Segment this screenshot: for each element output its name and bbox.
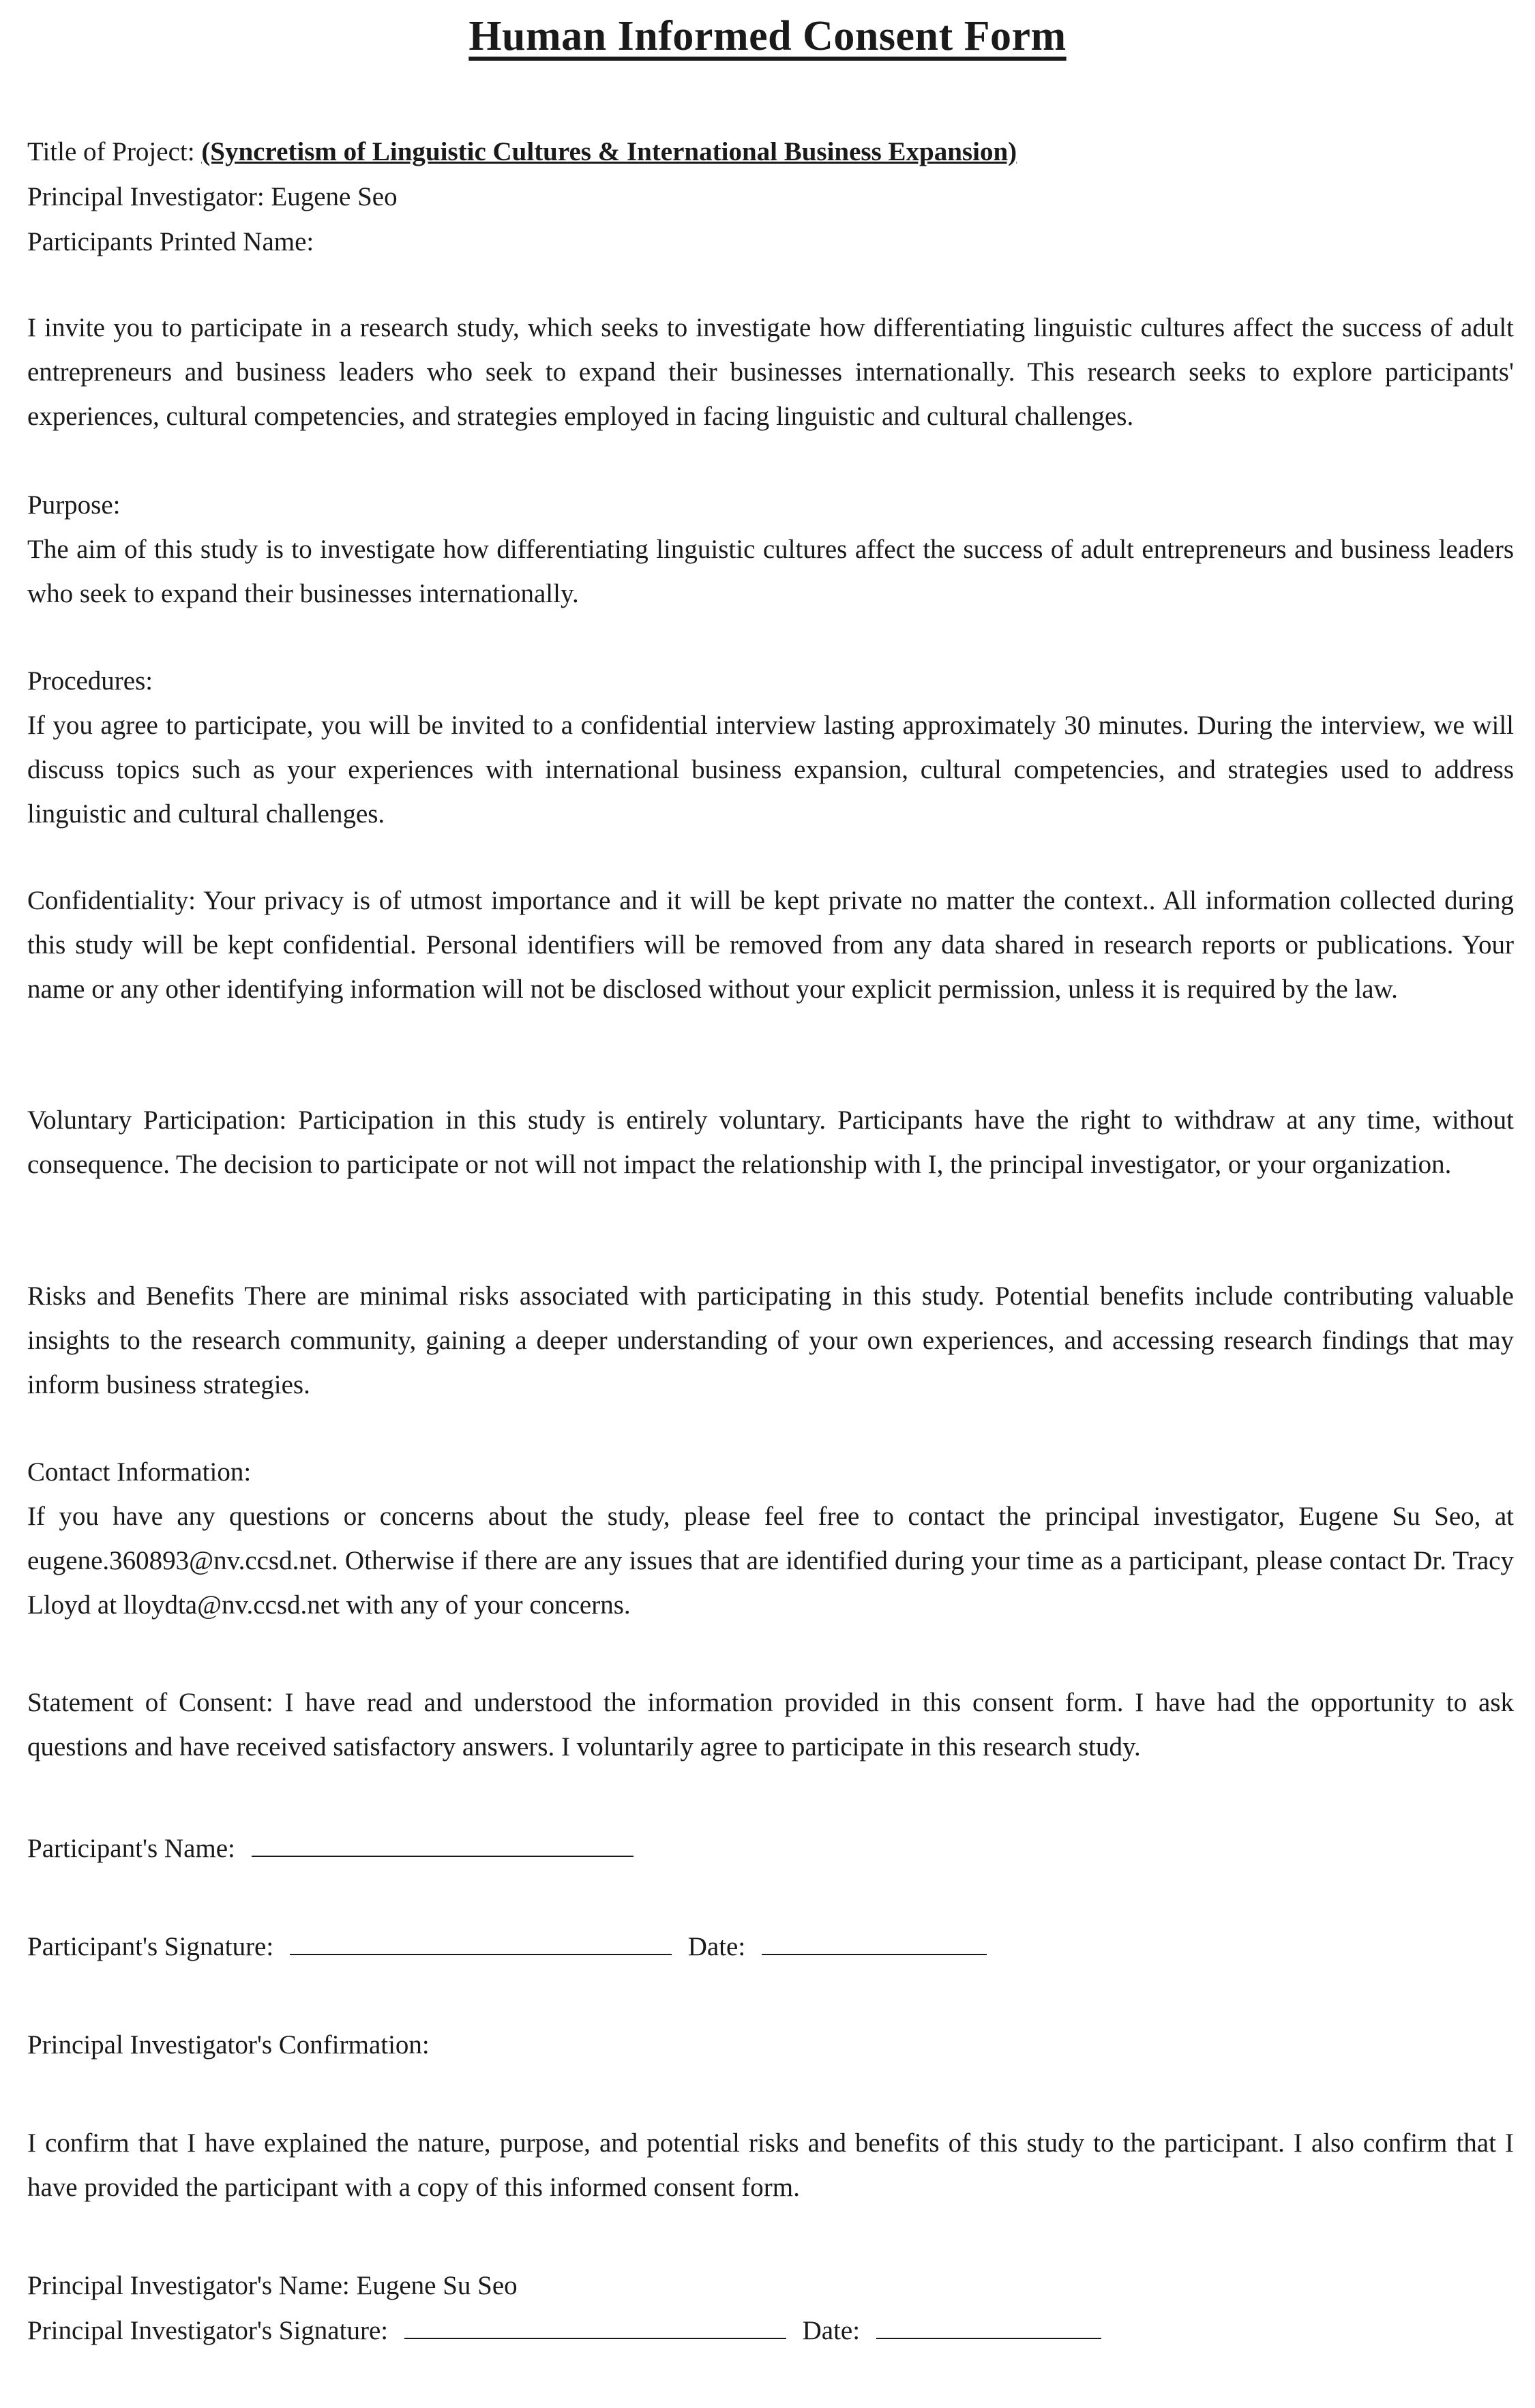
pi-name-label: Principal Investigator's Name:: [27, 2271, 350, 2300]
intro-paragraph: I invite you to participate in a research study, which seeks to investigate how differentiating linguistic cultures affect the success of adult entrepreneurs and business leaders who seek to expand their businesses internationally. This research seeks to explore participants' experiences, cultural competencies, and strategies employed in facing linguistic and cultural challenges.: [27, 313, 1514, 431]
participant-date-label: Date:: [687, 1932, 746, 1961]
investigator-name: Eugene Seo: [271, 182, 398, 211]
participant-name-label: Participant's Name:: [27, 1834, 235, 1863]
form-title: Human Informed Consent Form: [468, 13, 1067, 59]
printed-name-label: Participants Printed Name:: [27, 227, 314, 256]
contact-heading: Contact Information:: [27, 1457, 252, 1487]
purpose-paragraph: The aim of this study is to investigate how differentiating linguistic cultures affect the success of adult entrepreneurs and business leaders who seek to expand their businesses internationally.: [27, 535, 1514, 608]
project-title-label: Title of Project:: [27, 137, 195, 166]
pi-name-value: Eugene Su Seo: [356, 2271, 518, 2300]
participant-signature-field[interactable]: [290, 1927, 672, 1955]
participant-name-row: [27, 1826, 1514, 1871]
consent-statement-paragraph: Statement of Consent: I have read and understood the information provided in this consent form. I have had the opportunity to ask questions and have received satisfactory answers. I voluntarily agree to participate in this research study.: [27, 1688, 1514, 1762]
procedures-heading: Procedures:: [27, 666, 153, 696]
participant-name-field[interactable]: [252, 1828, 634, 1857]
project-title-value: (Syncretism of Linguistic Cultures & International Business Expansion): [201, 137, 1017, 166]
risks-benefits-paragraph: Risks and Benefits There are minimal risks associated with participating in this study. Potential benefits include contributing valuable insights to the research community, gaining a deeper understanding of your own experiences, and accessing research findings that may inform business strategies.: [27, 1281, 1514, 1399]
investigator-label: Principal Investigator:: [27, 182, 265, 211]
participant-date-field[interactable]: [762, 1927, 987, 1955]
investigator-line: [27, 175, 1514, 220]
project-title-line: [27, 130, 1514, 175]
participant-signature-label: Participant's Signature:: [27, 1932, 274, 1961]
contact-paragraph: If you have any questions or concerns about the study, please feel free to contact the principal investigator, Eugene Su Seo, at eugene.360893@nv.ccsd.net. Otherwise if there are any issues that are identified during your time as a participant, please contact Dr. Tracy Lloyd at lloydta@nv.ccsd.net with any of your concerns.: [27, 1502, 1514, 1620]
pi-name-row: [27, 2263, 1514, 2308]
purpose-heading: Purpose:: [27, 490, 121, 520]
pi-date-field[interactable]: [876, 2310, 1101, 2339]
pi-date-label: Date:: [802, 2316, 861, 2345]
pi-signature-label: Principal Investigator's Signature:: [27, 2316, 389, 2345]
pi-confirmation-heading: Principal Investigator's Confirmation:: [27, 2030, 430, 2060]
procedures-paragraph: If you agree to participate, you will be invited to a confidential interview lasting approximately 30 minutes. During the interview, we will discuss topics such as your experiences with international business expansion, cultural competencies, and strategies used to address linguistic and cultural challenges.: [27, 711, 1514, 829]
voluntary-participation-paragraph: Voluntary Participation: Participation in this study is entirely voluntary. Participants have the right to withdraw at any time, without consequence. The decision to participate or not will not impact the relationship with I, the principal investigator, or your organization.: [27, 1105, 1514, 1179]
confidentiality-paragraph: Confidentiality: Your privacy is of utmost importance and it will be kept private no matter the context.. All information collected during this study will be kept confidential. Personal identifiers will be removed from any data shared in research reports or publications. Your name or any other identifying information will not be disclosed without your explicit permission, unless it is required by the law.: [27, 886, 1514, 1004]
participant-signature-row: [27, 1924, 1514, 1969]
pi-signature-field[interactable]: [404, 2310, 786, 2339]
pi-signature-row: [27, 2308, 1514, 2353]
pi-confirmation-paragraph: I confirm that I have explained the nature, purpose, and potential risks and benefits of this study to the participant. I also confirm that I have provided the participant with a copy of this informed consent form.: [27, 2128, 1514, 2202]
